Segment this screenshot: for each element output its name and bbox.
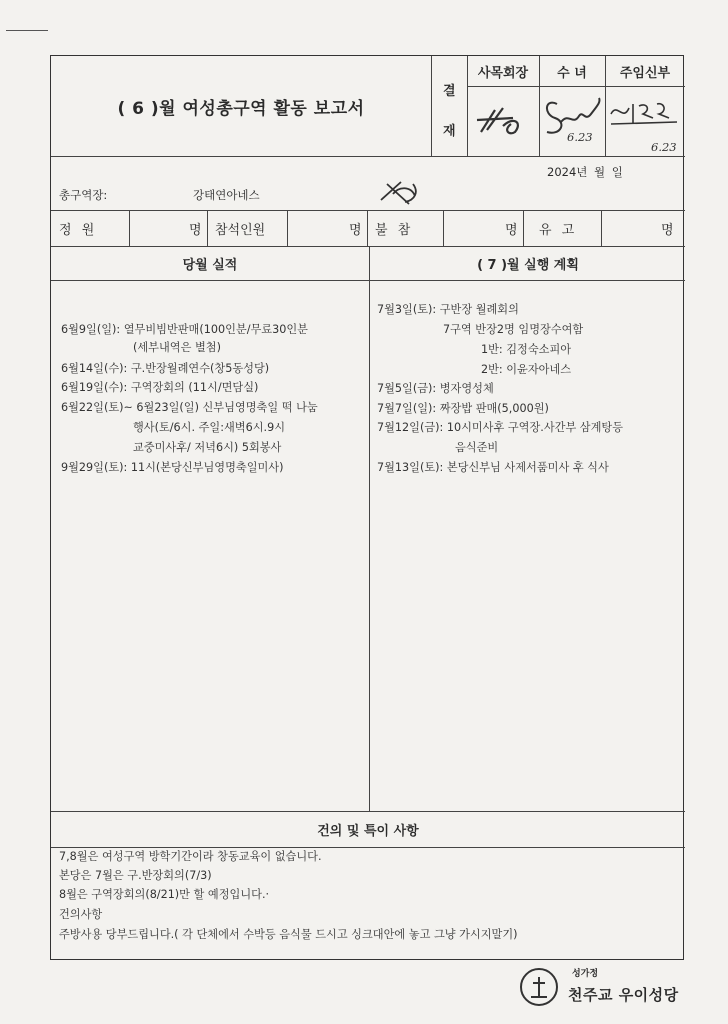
leader-label: 총구역장: (59, 188, 108, 202)
plan-heading: ( 7 )월 실행 계획 (477, 257, 579, 273)
excused-unit: 명 (661, 222, 674, 238)
capacity-label: 정 원 (59, 222, 95, 238)
plan-line: 1반: 김정숙소피아 (481, 343, 572, 356)
remarks-line: 건의사항 (59, 908, 103, 921)
footer-small-text: 성가정 (572, 969, 599, 979)
signature-sister-date: 6.23 (567, 130, 593, 144)
results-line: 행사(토/6시. 주일:새벽6시.9시 (133, 421, 285, 434)
remarks-line: 8월은 구역장회의(8/21)만 할 예정입니다.· (59, 888, 270, 901)
leader-name: 강태연아네스 (193, 188, 260, 202)
church-name: 천주교 우이성당 (568, 986, 679, 1004)
attendance-label: 참석인원 (215, 222, 266, 238)
results-line: 6월14일(수): 구.반장월례연수(창5동성당) (61, 362, 270, 375)
plan-line: 7월12일(금): 10시미사후 구역장.사간부 삼계탕등 (377, 421, 624, 434)
plan-line: 음식준비 (455, 441, 499, 454)
remarks-line: 주방사용 당부드립니다.( 각 단체에서 수박등 음식물 드시고 싱크대안에 놓고 그냥 가시지말기) (59, 928, 518, 941)
approval-label-1: 결 (443, 84, 456, 99)
results-line: 6월19일(수): 구역장회의 (11시/면담실) (61, 381, 259, 394)
plan-line: 7월13일(토): 본당신부님 사제서품미사 후 식사 (377, 461, 609, 474)
plan-line: 7월3일(토): 구반장 월례회의 (377, 303, 519, 316)
leader-signature (375, 176, 423, 212)
results-heading: 당월 실적 (182, 257, 238, 273)
plan-line: 7구역 반장2명 임명장수여함 (443, 323, 584, 336)
report-title: ( 6 )월 여성총구역 활동 보고서 (117, 98, 365, 119)
results-line: 9월29일(토): 11시(본당신부님영명축일미사) (61, 461, 284, 474)
plan-line: 2반: 이윤자아네스 (481, 363, 572, 376)
results-line: 교중미사후/ 저녁6시) 5회봉사 (133, 441, 282, 454)
excused-label: 유 고 (539, 222, 575, 238)
absent-unit: 명 (505, 222, 518, 238)
report-form (50, 55, 684, 960)
plan-line: 7월7일(일): 짜장밥 판매(5,000원) (377, 402, 549, 415)
plan-line: 7월5일(금): 병자영성체 (377, 382, 494, 395)
approver-pastor: 주임신부 (619, 65, 671, 81)
remarks-heading: 건의 및 특이 사항 (317, 823, 419, 839)
church-seal (520, 968, 558, 1006)
approver-pastoral-council: 사목회장 (477, 65, 529, 81)
approval-label (431, 56, 467, 156)
signature-pastor (607, 94, 683, 134)
report-date: 2024년 월 일 (547, 165, 623, 179)
remarks-line: 7,8월은 여성구역 방학기간이라 창동교육이 없습니다. (59, 850, 322, 863)
signature-pastor-date: 6.23 (651, 140, 677, 154)
absent-label: 불 참 (375, 222, 411, 238)
approval-label-2: 재 (443, 124, 456, 139)
remarks-line: 본당은 7월은 구.반장회의(7/3) (59, 869, 212, 882)
margin-mark (6, 30, 48, 31)
results-line: (세부내역은 별첨) (133, 341, 221, 354)
results-line: 6월9일(일): 열무비빔반판매(100인분/무료30인분 (61, 323, 308, 336)
capacity-unit: 명 (189, 222, 202, 238)
approver-sister: 수 녀 (557, 65, 587, 81)
results-line: 6월22일(토)~ 6월23일(일) 신부님영명축일 떡 나눔 (61, 401, 318, 414)
signature-council (473, 102, 533, 142)
cross-icon (526, 974, 552, 1000)
attendance-unit: 명 (349, 222, 362, 238)
